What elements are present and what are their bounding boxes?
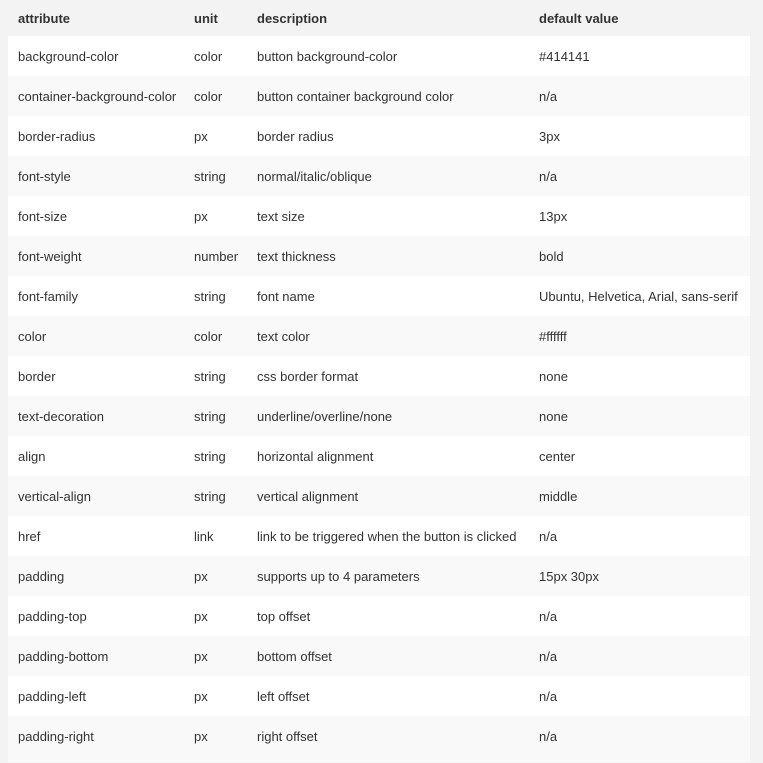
table-row [8, 356, 750, 396]
table-row [8, 236, 750, 276]
unit-cell: string [184, 276, 247, 316]
unit-cell: px [184, 596, 247, 636]
description-cell: horizontal alignment [247, 436, 529, 476]
unit-cell: string [184, 436, 247, 476]
default-value-cell: none [529, 356, 750, 396]
attribute-cell: align [8, 436, 184, 476]
description-cell: normal/italic/oblique [247, 156, 529, 196]
header-attribute: attribute [8, 0, 184, 36]
description-cell: font name [247, 276, 529, 316]
description-cell: button container background color [247, 76, 529, 116]
default-value-cell: n/a [529, 676, 750, 716]
header-row [8, 0, 750, 36]
unit-cell: color [184, 316, 247, 356]
table-row [8, 596, 750, 636]
header-description: description [247, 0, 529, 36]
attribute-cell: padding-top [8, 596, 184, 636]
table-row [8, 36, 750, 76]
unit-cell: px [184, 556, 247, 596]
table-row [8, 516, 750, 556]
table-body [8, 36, 750, 756]
default-value-cell: middle [529, 476, 750, 516]
table-row [8, 556, 750, 596]
unit-cell: px [184, 676, 247, 716]
default-value-cell: #414141 [529, 36, 750, 76]
attribute-cell: border [8, 356, 184, 396]
attribute-cell: font-weight [8, 236, 184, 276]
description-cell: border radius [247, 116, 529, 156]
default-value-cell: #ffffff [529, 316, 750, 356]
default-value-cell: none [529, 396, 750, 436]
attribute-cell: vertical-align [8, 476, 184, 516]
table-row [8, 276, 750, 316]
default-value-cell: 15px 30px [529, 556, 750, 596]
description-cell: underline/overline/none [247, 396, 529, 436]
unit-cell: color [184, 36, 247, 76]
table-row [8, 156, 750, 196]
table-row [8, 196, 750, 236]
unit-cell: px [184, 196, 247, 236]
default-value-cell: bold [529, 236, 750, 276]
table-row [8, 636, 750, 676]
table-bottom-padding [8, 756, 750, 762]
default-value-cell: n/a [529, 636, 750, 676]
description-cell: button background-color [247, 36, 529, 76]
attribute-cell: padding-bottom [8, 636, 184, 676]
attribute-cell: container-background-color [8, 76, 184, 116]
unit-cell: color [184, 76, 247, 116]
attribute-cell: font-family [8, 276, 184, 316]
attributes-table [8, 0, 750, 756]
table-row [8, 396, 750, 436]
default-value-cell: n/a [529, 76, 750, 116]
description-cell: top offset [247, 596, 529, 636]
description-cell: vertical alignment [247, 476, 529, 516]
attribute-cell: padding [8, 556, 184, 596]
description-cell: right offset [247, 716, 529, 756]
header-default-value: default value [529, 0, 750, 36]
default-value-cell: 13px [529, 196, 750, 236]
attribute-cell: font-size [8, 196, 184, 236]
table-row [8, 716, 750, 756]
description-cell: left offset [247, 676, 529, 716]
header-unit: unit [184, 0, 247, 36]
table-row [8, 676, 750, 716]
table-row [8, 116, 750, 156]
table-row [8, 436, 750, 476]
default-value-cell: Ubuntu, Helvetica, Arial, sans-serif [529, 276, 750, 316]
unit-cell: string [184, 476, 247, 516]
unit-cell: px [184, 636, 247, 676]
unit-cell: px [184, 116, 247, 156]
description-cell: text size [247, 196, 529, 236]
default-value-cell: n/a [529, 716, 750, 756]
attribute-cell: border-radius [8, 116, 184, 156]
description-cell: css border format [247, 356, 529, 396]
table-row [8, 476, 750, 516]
unit-cell: number [184, 236, 247, 276]
unit-cell: string [184, 396, 247, 436]
description-cell: text color [247, 316, 529, 356]
description-cell: supports up to 4 parameters [247, 556, 529, 596]
attributes-table-container [8, 0, 750, 762]
table-row [8, 316, 750, 356]
table-row [8, 76, 750, 116]
table-header [8, 0, 750, 36]
attribute-cell: text-decoration [8, 396, 184, 436]
attribute-cell: href [8, 516, 184, 556]
unit-cell: link [184, 516, 247, 556]
attribute-cell: color [8, 316, 184, 356]
default-value-cell: 3px [529, 116, 750, 156]
default-value-cell: n/a [529, 596, 750, 636]
default-value-cell: n/a [529, 516, 750, 556]
description-cell: text thickness [247, 236, 529, 276]
description-cell: bottom offset [247, 636, 529, 676]
default-value-cell: center [529, 436, 750, 476]
attribute-cell: padding-right [8, 716, 184, 756]
default-value-cell: n/a [529, 156, 750, 196]
unit-cell: string [184, 356, 247, 396]
attribute-cell: background-color [8, 36, 184, 76]
unit-cell: px [184, 716, 247, 756]
attribute-cell: padding-left [8, 676, 184, 716]
description-cell: link to be triggered when the button is clicked [247, 516, 529, 556]
attribute-cell: font-style [8, 156, 184, 196]
unit-cell: string [184, 156, 247, 196]
